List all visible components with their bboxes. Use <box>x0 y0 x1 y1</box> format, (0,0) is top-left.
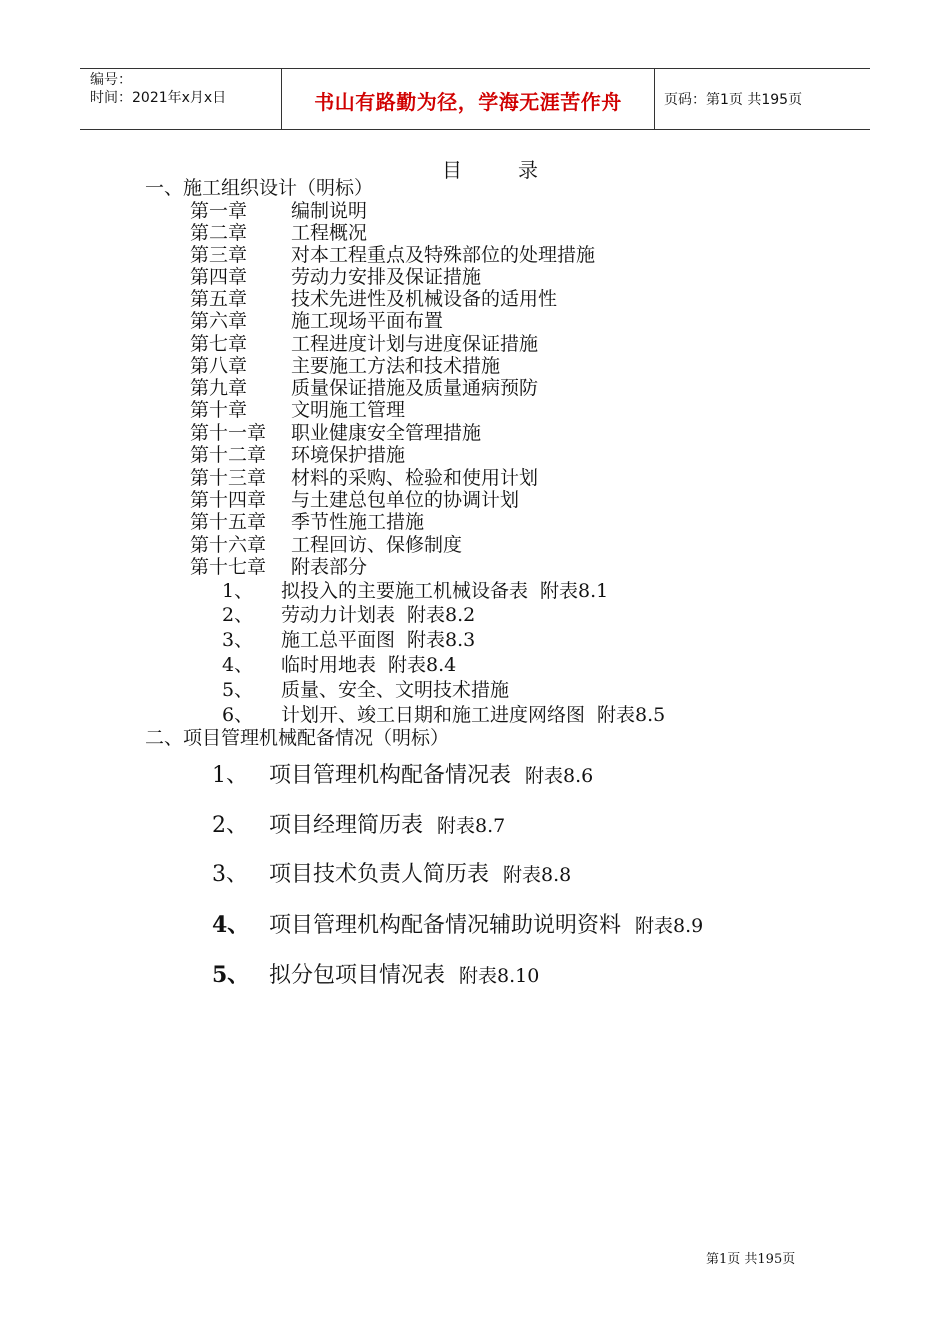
code-label: 编号： <box>90 72 132 88</box>
item-number: 3、 <box>212 862 248 887</box>
chapter-item <box>190 422 481 444</box>
item-ref: 附表8.9 <box>635 915 704 937</box>
header-page-info: 页码：第1页 共195页 <box>664 92 803 108</box>
item-number: 3、 <box>222 629 254 651</box>
item-number: 2、 <box>222 604 254 626</box>
header-meta <box>90 71 226 107</box>
chapter-number: 第十二章 <box>190 444 267 466</box>
item-title: 临时用地表 <box>281 654 377 676</box>
section-heading: 二、项目管理机械配备情况（明标） <box>145 727 450 749</box>
header-divider <box>654 69 655 129</box>
appendix-item <box>222 703 665 727</box>
chapter-item <box>190 333 538 355</box>
chapter-number: 第十一章 <box>190 422 267 444</box>
chapter-title: 附表部分 <box>291 556 368 578</box>
management-item <box>212 861 571 889</box>
item-number: 5、 <box>222 679 254 701</box>
chapter-title: 环境保护措施 <box>291 444 406 466</box>
toc-title: 目 录 <box>442 158 556 182</box>
chapter-number: 第十七章 <box>190 556 267 578</box>
item-number: 5、 <box>212 962 250 988</box>
item-title: 拟分包项目情况表 <box>269 963 446 988</box>
chapter-item <box>190 377 538 399</box>
item-ref: 附表8.4 <box>388 654 457 676</box>
chapter-item <box>190 399 405 421</box>
chapter-item <box>190 444 405 466</box>
chapter-number: 第八章 <box>190 355 248 377</box>
chapter-title: 季节性施工措施 <box>291 511 425 533</box>
chapter-title: 材料的采购、检验和使用计划 <box>291 467 539 489</box>
section-heading: 一、施工组织设计（明标） <box>145 177 374 199</box>
chapter-item <box>190 200 367 222</box>
chapter-number: 第四章 <box>190 266 248 288</box>
appendix-item <box>222 653 456 677</box>
chapter-title: 施工现场平面布置 <box>291 310 444 332</box>
chapter-title: 工程回访、保修制度 <box>291 534 463 556</box>
chapter-number: 第二章 <box>190 222 248 244</box>
item-ref: 附表8.10 <box>459 965 540 987</box>
item-title: 拟投入的主要施工机械设备表 <box>281 580 529 602</box>
chapter-title: 劳动力安排及保证措施 <box>291 266 482 288</box>
chapter-number: 第七章 <box>190 333 248 355</box>
chapter-number: 第五章 <box>190 288 248 310</box>
chapter-title: 工程概况 <box>291 222 368 244</box>
chapter-number: 第十章 <box>190 399 248 421</box>
item-number: 6、 <box>222 704 254 726</box>
page-footer: 第1页 共195页 <box>706 1252 796 1267</box>
management-item <box>212 911 703 940</box>
chapter-title: 主要施工方法和技术措施 <box>291 355 501 377</box>
chapter-number: 第六章 <box>190 310 248 332</box>
chapter-title: 与土建总包单位的协调计划 <box>291 489 520 511</box>
chapter-number: 第十五章 <box>190 511 267 533</box>
appendix-item <box>222 579 608 603</box>
chapter-item <box>190 266 481 288</box>
appendix-item <box>222 678 521 702</box>
chapter-title: 技术先进性及机械设备的适用性 <box>291 288 558 310</box>
item-title: 项目管理机构配备情况表 <box>269 763 512 788</box>
item-ref: 附表8.6 <box>525 765 594 787</box>
item-title: 施工总平面图 <box>281 629 396 651</box>
item-ref: 附表8.1 <box>540 580 609 602</box>
chapter-title: 文明施工管理 <box>291 399 406 421</box>
chapter-number: 第三章 <box>190 244 248 266</box>
item-title: 质量、安全、文明技术措施 <box>281 679 510 701</box>
management-item <box>212 812 505 840</box>
chapter-title: 质量保证措施及质量通病预防 <box>291 377 539 399</box>
management-item <box>212 762 593 790</box>
time-label: 时间：2021年x月x日 <box>90 90 227 106</box>
appendix-item <box>222 628 475 652</box>
item-ref: 附表8.3 <box>407 629 476 651</box>
item-number: 4、 <box>212 912 250 938</box>
item-title: 计划开、竣工日期和施工进度网络图 <box>281 704 586 726</box>
chapter-item <box>190 534 462 556</box>
chapter-item <box>190 288 557 310</box>
chapter-item <box>190 244 595 266</box>
chapter-item <box>190 511 424 533</box>
chapter-title: 对本工程重点及特殊部位的处理措施 <box>291 244 596 266</box>
item-ref: 附表8.5 <box>597 704 666 726</box>
item-title: 项目技术负责人简历表 <box>269 862 490 887</box>
item-ref: 附表8.7 <box>437 815 506 837</box>
page-header <box>80 68 870 130</box>
item-number: 4、 <box>222 654 254 676</box>
chapter-number: 第十四章 <box>190 489 267 511</box>
chapter-item <box>190 556 367 578</box>
item-title: 项目经理简历表 <box>269 813 424 838</box>
appendix-item <box>222 603 475 627</box>
chapter-number: 第一章 <box>190 200 248 222</box>
chapter-title: 工程进度计划与进度保证措施 <box>291 333 539 355</box>
item-number: 2、 <box>212 813 248 838</box>
chapter-title: 职业健康安全管理措施 <box>291 422 482 444</box>
chapter-item <box>190 355 500 377</box>
item-title: 劳动力计划表 <box>281 604 396 626</box>
item-ref: 附表8.2 <box>407 604 476 626</box>
chapter-item <box>190 489 519 511</box>
chapter-number: 第十三章 <box>190 467 267 489</box>
chapter-title: 编制说明 <box>291 200 368 222</box>
item-number: 1、 <box>222 580 254 602</box>
item-number: 1、 <box>212 763 248 788</box>
item-ref: 附表8.8 <box>503 864 572 886</box>
chapter-number: 第十六章 <box>190 534 267 556</box>
item-title: 项目管理机构配备情况辅助说明资料 <box>269 913 622 938</box>
management-item <box>212 961 539 990</box>
header-motto: 书山有路勤为径，学海无涯苦作舟 <box>314 90 622 114</box>
chapter-item <box>190 467 538 489</box>
chapter-item <box>190 222 367 244</box>
chapter-item <box>190 310 443 332</box>
chapter-number: 第九章 <box>190 377 248 399</box>
